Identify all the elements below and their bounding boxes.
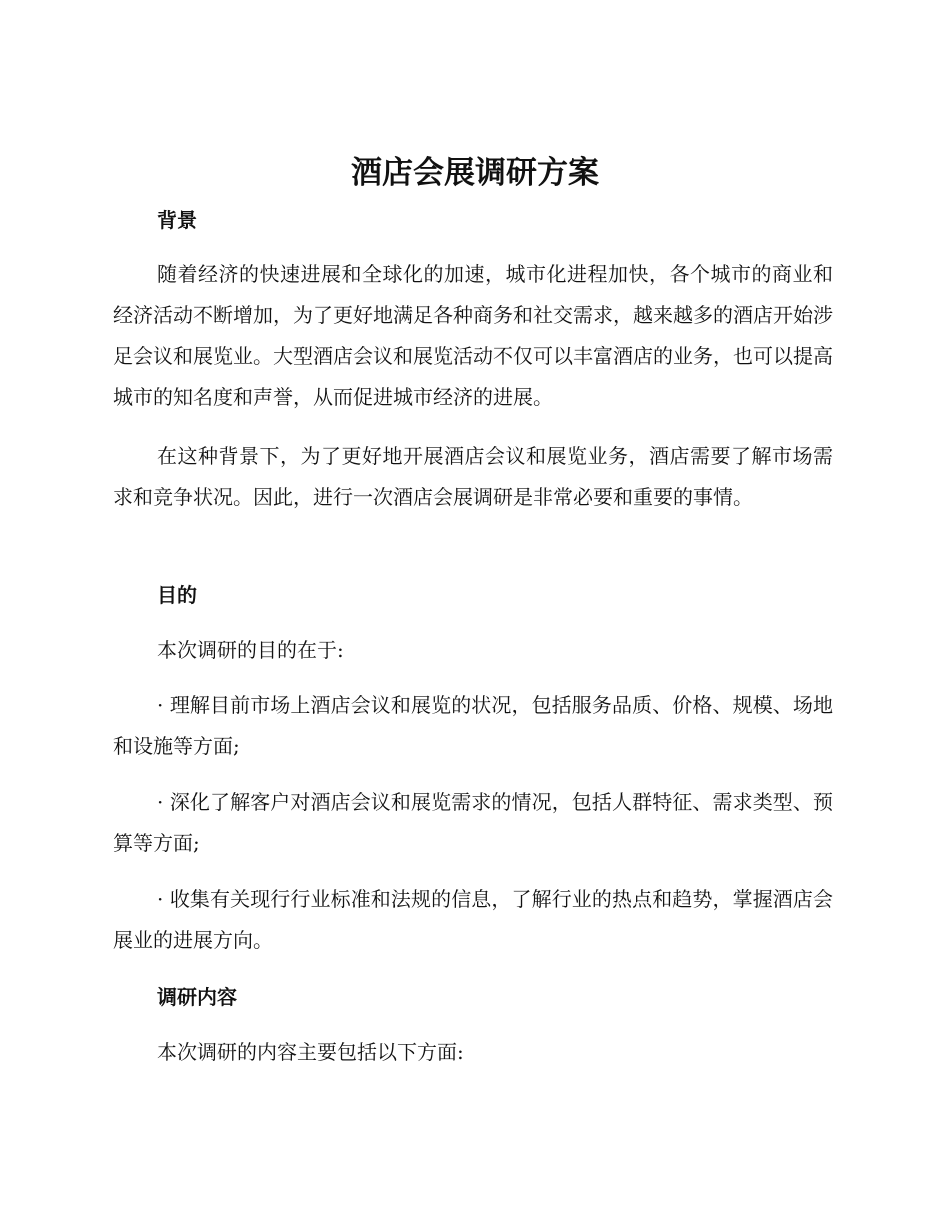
background-paragraph-1: 随着经济的快速进展和全球化的加速，城市化进程加快，各个城市的商业和经济活动不断增加，为了更好地满足各种商务和社交需求，越来越多的酒店开始涉足会议和展览业。大型酒店会议和展览活动不仅可以丰富酒店的业务，也可以提高城市的知名度和声誉，从而促进城市经济的进展。	[113, 262, 833, 409]
section-heading-purpose: 目的	[157, 583, 197, 607]
section-heading-content: 调研内容	[157, 985, 237, 1009]
purpose-bullet-1: · 理解目前市场上酒店会议和展览的状况，包括服务品质、价格、规模、场地和设施等方面;	[113, 693, 833, 758]
purpose-bullet-2: · 深化了解客户对酒店会议和展览需求的情况，包括人群特征、需求类型、预算等方面;	[113, 790, 833, 855]
purpose-bullet-3: · 收集有关现行行业标准和法规的信息，了解行业的热点和趋势，掌握酒店会展业的进展方向。	[113, 887, 833, 952]
purpose-intro: 本次调研的目的在于:	[157, 638, 344, 662]
content-intro: 本次调研的内容主要包括以下方面:	[157, 1040, 464, 1064]
section-heading-background: 背景	[157, 208, 197, 232]
document-title: 酒店会展调研方案	[351, 155, 599, 191]
background-paragraph-2: 在这种背景下，为了更好地开展酒店会议和展览业务，酒店需要了解市场需求和竞争状况。因此，进行一次酒店会展调研是非常必要和重要的事情。	[113, 444, 833, 509]
